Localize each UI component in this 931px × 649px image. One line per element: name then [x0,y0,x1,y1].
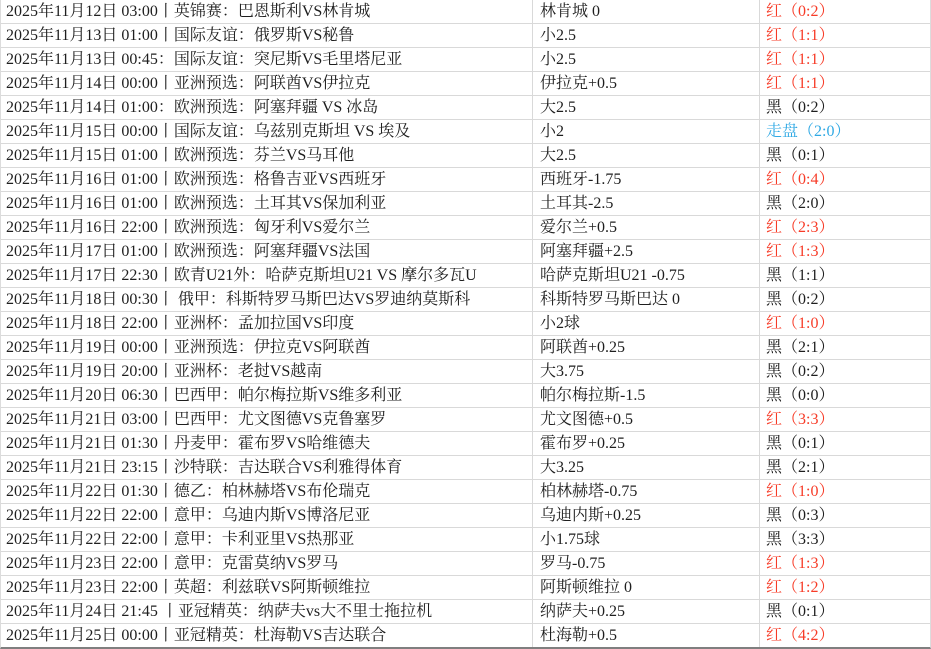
match-cell: 2025年11月20日 06:30丨巴西甲：帕尔梅拉斯VS维多利亚 [6,387,403,404]
pick-cell: 阿联酋+0.25 [532,336,759,359]
result-cell: 走盘（2:0） [759,120,930,143]
result-cell: 黑（2:1） [759,456,930,479]
match-cell: 2025年11月18日 22:00丨亚洲杯：孟加拉国VS印度 [6,315,355,332]
pick-cell: 科斯特罗马斯巴达 0 [532,288,759,311]
table-row [1,168,930,192]
table-row [1,0,930,24]
match-cell: 2025年11月23日 22:00丨意甲：克雷莫纳VS罗马 [6,555,339,572]
result-cell: 红（1:1） [759,24,930,47]
pick-cell: 小2 [532,120,759,143]
table-row [1,312,930,336]
match-cell: 2025年11月19日 20:00丨亚洲杯：老挝VS越南 [6,363,323,380]
pick-cell: 大2.5 [532,96,759,119]
result-cell: 红（2:3） [759,216,930,239]
result-cell: 黑（0:2） [759,96,930,119]
result-cell: 黑（0:2） [759,360,930,383]
table-row [1,600,930,624]
result-cell: 黑（0:2） [759,288,930,311]
match-cell: 2025年11月21日 01:30丨丹麦甲：霍布罗VS哈维德夫 [6,435,371,452]
match-cell: 2025年11月18日 00:30丨 俄甲：科斯特罗马斯巴达VS罗迪纳莫斯科 [6,291,471,308]
match-cell: 2025年11月22日 22:00丨意甲：乌迪内斯VS博洛尼亚 [6,507,371,524]
match-cell: 2025年11月24日 21:45 丨亚冠精英：纳萨夫vs大不里士拖拉机 [6,603,433,620]
pick-cell: 霍布罗+0.25 [532,432,759,455]
pick-cell: 哈萨克斯坦U21 -0.75 [532,264,759,287]
result-cell: 黑（1:1） [759,264,930,287]
match-cell: 2025年11月22日 22:00丨意甲：卡利亚里VS热那亚 [6,531,355,548]
table-row [1,96,930,120]
result-cell: 黑（0:1） [759,600,930,623]
result-cell: 红（1:1） [759,72,930,95]
table-row [1,288,930,312]
result-cell: 黑（0:1） [759,144,930,167]
pick-cell: 伊拉克+0.5 [532,72,759,95]
table-row [1,576,930,600]
table-row [1,120,930,144]
pick-cell: 罗马-0.75 [532,552,759,575]
pick-cell: 大3.75 [532,360,759,383]
pick-cell: 土耳其-2.5 [532,192,759,215]
result-cell: 红（0:4） [759,168,930,191]
result-cell: 红（1:3） [759,240,930,263]
match-cell: 2025年11月17日 22:30丨欧青U21外：哈萨克斯坦U21 VS 摩尔多瓦U [6,267,477,284]
match-cell: 2025年11月21日 23:15丨沙特联：吉达联合VS利雅得体育 [6,459,403,476]
pick-cell: 小2.5 [532,48,759,71]
pick-cell: 小1.75球 [532,528,759,551]
result-cell: 红（4:2） [759,624,930,647]
result-cell: 黑（3:3） [759,528,930,551]
result-cell: 红（1:1） [759,48,930,71]
table-row [1,552,930,576]
pick-cell: 阿塞拜疆+2.5 [532,240,759,263]
match-cell: 2025年11月12日 03:00丨英锦赛：巴恩斯利VS林肯城 [6,3,371,20]
match-cell: 2025年11月21日 03:00丨巴西甲：尤文图德VS克鲁塞罗 [6,411,387,428]
result-cell: 红（3:3） [759,408,930,431]
table-row [1,24,930,48]
pick-cell: 西班牙-1.75 [532,168,759,191]
result-cell: 红（1:0） [759,480,930,503]
match-cell: 2025年11月22日 01:30丨德乙：柏林赫塔VS布伦瑞克 [6,483,371,500]
match-cell: 2025年11月16日 01:00丨欧洲预选：格鲁吉亚VS西班牙 [6,171,387,188]
table-row [1,480,930,504]
pick-cell: 乌迪内斯+0.25 [532,504,759,527]
table-row [1,264,930,288]
match-cell: 2025年11月13日 00:45：国际友谊：突尼斯VS毛里塔尼亚 [6,51,403,68]
results-table-body [1,0,930,648]
result-cell: 红（1:2） [759,576,930,599]
pick-cell: 柏林赫塔-0.75 [532,480,759,503]
match-cell: 2025年11月23日 22:00丨英超：利兹联VS阿斯顿维拉 [6,579,371,596]
table-row [1,72,930,96]
table-row [1,144,930,168]
match-cell: 2025年11月16日 22:00丨欧洲预选：匈牙利VS爱尔兰 [6,219,371,236]
table-row [1,504,930,528]
table-row [1,216,930,240]
table-row [1,456,930,480]
table-row [1,192,930,216]
result-cell: 黑（0:0） [759,384,930,407]
pick-cell: 爱尔兰+0.5 [532,216,759,239]
pick-cell: 纳萨夫+0.25 [532,600,759,623]
pick-cell: 大2.5 [532,144,759,167]
pick-cell: 林肯城 0 [532,0,759,23]
match-cell: 2025年11月14日 01:00：欧洲预选：阿塞拜疆 VS 冰岛 [6,99,379,116]
table-row [1,240,930,264]
pick-cell: 杜海勒+0.5 [532,624,759,647]
result-cell: 黑（2:0） [759,192,930,215]
match-cell: 2025年11月15日 00:00丨国际友谊：乌兹别克斯坦 VS 埃及 [6,123,411,140]
pick-cell: 小2.5 [532,24,759,47]
result-cell: 红（1:3） [759,552,930,575]
result-cell: 红（0:2） [759,0,930,23]
match-cell: 2025年11月16日 01:00丨欧洲预选：土耳其VS保加利亚 [6,195,387,212]
match-cell: 2025年11月14日 00:00丨亚洲预选：阿联酋VS伊拉克 [6,75,371,92]
match-cell: 2025年11月17日 01:00丨欧洲预选：阿塞拜疆VS法国 [6,243,371,260]
match-cell: 2025年11月25日 00:00丨亚冠精英：杜海勒VS吉达联合 [6,627,387,644]
table-row [1,432,930,456]
pick-cell: 尤文图德+0.5 [532,408,759,431]
pick-cell: 大3.25 [532,456,759,479]
result-cell: 黑（0:3） [759,504,930,527]
table-row [1,528,930,552]
table-row [1,336,930,360]
table-row [1,48,930,72]
match-cell: 2025年11月13日 01:00丨国际友谊：俄罗斯VS秘鲁 [6,27,355,44]
table-row [1,408,930,432]
pick-cell: 小2球 [532,312,759,335]
result-cell: 黑（0:1） [759,432,930,455]
pick-cell: 阿斯顿维拉 0 [532,576,759,599]
result-cell: 黑（2:1） [759,336,930,359]
result-cell: 红（1:0） [759,312,930,335]
match-cell: 2025年11月15日 01:00丨欧洲预选：芬兰VS马耳他 [6,147,355,164]
table-row [1,384,930,408]
pick-cell: 帕尔梅拉斯-1.5 [532,384,759,407]
match-cell: 2025年11月19日 00:00丨亚洲预选：伊拉克VS阿联酋 [6,339,371,356]
table-row [1,624,930,648]
table-row [1,360,930,384]
